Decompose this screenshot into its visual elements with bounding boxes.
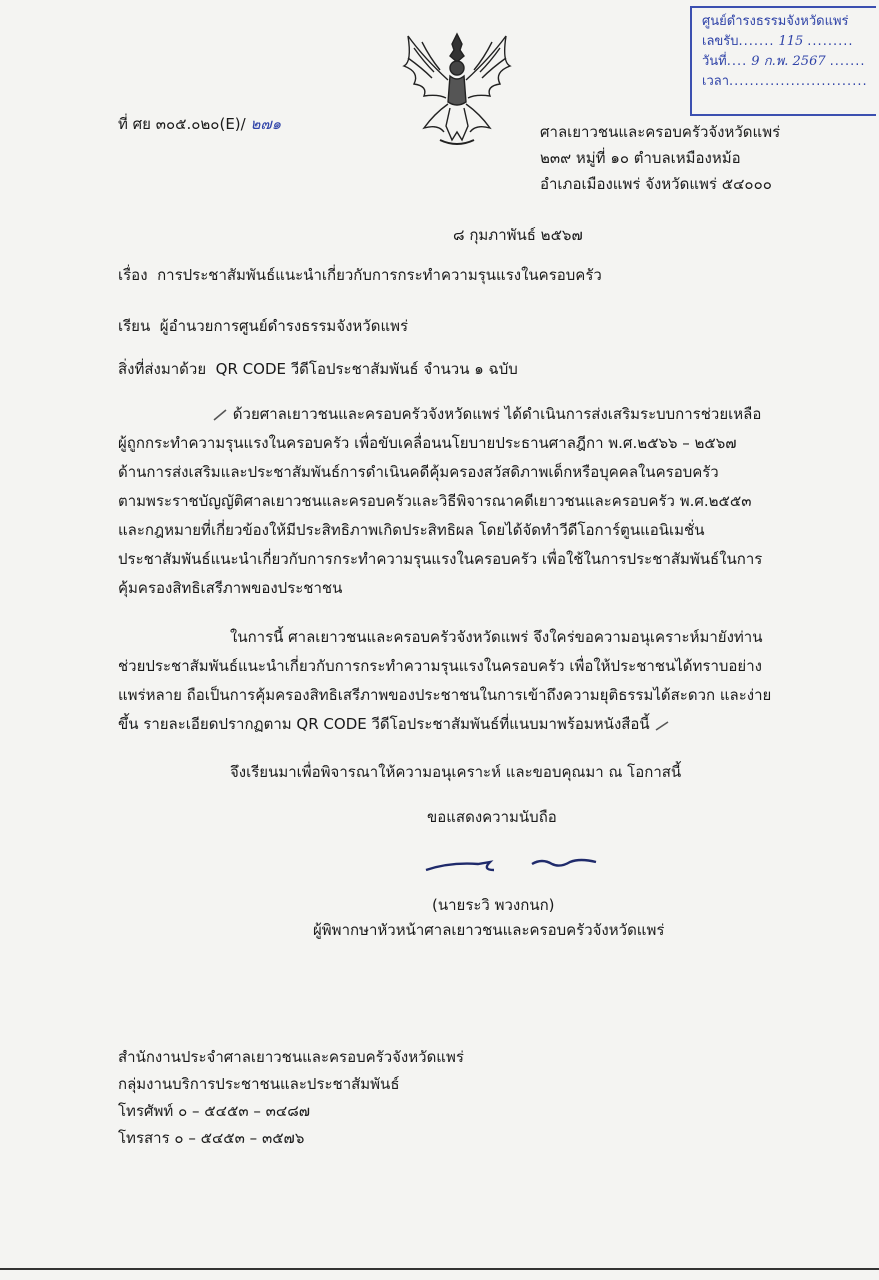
closing-sentence: จึงเรียนมาเพื่อพิจารณาให้ความอนุเคราะห์ และขอบคุณมา ณ โอกาสนี้ bbox=[230, 763, 682, 781]
paragraph-1-line-6: ประชาสัมพันธ์แนะนำเกี่ยวกับการกระทำความรุนแรงในครอบครัว เพื่อใช้ในการประชาสัมพันธ์ในการ bbox=[118, 550, 763, 568]
signer-title: ผู้พิพากษาหัวหน้าศาลเยาวชนและครอบครัวจังหวัดแพร่ bbox=[313, 921, 665, 939]
reference-number-print: ที่ ศย ๓๐๕.๐๒๐(E)/ bbox=[118, 115, 251, 133]
footer-fax: โทรสาร ๐ – ๕๔๕๓ – ๓๕๗๖ bbox=[118, 1129, 305, 1147]
reference-number-handwritten: ๒๗๑ bbox=[250, 115, 282, 133]
subject-text: การประชาสัมพันธ์แนะนำเกี่ยวกับการกระทำความรุนแรงในครอบครัว bbox=[157, 266, 602, 284]
paragraph-2-line-2: ช่วยประชาสัมพันธ์แนะนำเกี่ยวกับการกระทำความรุนแรงในครอบครัว เพื่อให้ประชาชนได้ทราบอย่าง bbox=[118, 657, 762, 675]
stamp-recv-value: 115 bbox=[778, 34, 804, 49]
paragraph-2-line-3: แพร่หลาย ถือเป็นการคุ้มครองสิทธิเสรีภาพของประชาชนในการเข้าถึงความยุติธรรมได้สะดวก และง่าย bbox=[118, 686, 772, 704]
receiving-stamp bbox=[690, 6, 876, 116]
check-mark-icon bbox=[654, 718, 670, 732]
sender-address-line1: ศาลเยาวชนและครอบครัวจังหวัดแพร่ bbox=[540, 123, 781, 141]
check-mark-icon bbox=[212, 408, 228, 422]
footer-group: กลุ่มงานบริการประชาชนและประชาสัมพันธ์ bbox=[118, 1075, 400, 1093]
paragraph-1-line-2: ผู้ถูกกระทำความรุนแรงในครอบครัว เพื่อขับเคลื่อนนโยบายประธานศาลฎีกา พ.ศ.๒๕๖๖ – ๒๕๖๗ bbox=[118, 434, 737, 452]
paragraph-2-line-1: ในการนี้ ศาลเยาวชนและครอบครัวจังหวัดแพร่ จึงใคร่ขอความอนุเคราะห์มายังท่าน bbox=[230, 628, 763, 646]
stamp-date-value: 9 ก.พ. 2567 bbox=[751, 54, 826, 69]
regards: ขอแสดงความนับถือ bbox=[427, 808, 557, 826]
footer-office: สำนักงานประจำศาลเยาวชนและครอบครัวจังหวัดแพร่ bbox=[118, 1048, 464, 1066]
paragraph-2-line-4: ขึ้น รายละเอียดปรากฏตาม QR CODE วีดีโอประชาสัมพันธ์ที่แนบมาพร้อมหนังสือนี้ bbox=[118, 715, 650, 733]
stamp-date-row: วันที่.... 9 ก.พ. 2567 ....... bbox=[702, 54, 866, 69]
signature-icon bbox=[420, 852, 600, 880]
paragraph-1-line-5: และกฎหมายที่เกี่ยวข้องให้มีประสิทธิภาพเกิดประสิทธิผล โดยได้จัดทำวีดีโอการ์ตูนแอนิเมชั่น bbox=[118, 521, 705, 539]
paragraph-1-line-4: ตามพระราชบัญญัติศาลเยาวชนและครอบครัวและวิธีพิจารณาคดีเยาวชนและครอบครัว พ.ศ.๒๕๕๓ bbox=[118, 492, 752, 510]
attachment-label: สิ่งที่ส่งมาด้วย bbox=[118, 360, 207, 378]
paragraph-1-line-3: ด้านการส่งเสริมและประชาสัมพันธ์การดำเนินคดีคุ้มครองสวัสดิภาพเด็กหรือบุคคลในครอบครัว bbox=[118, 463, 719, 481]
recipient-text: ผู้อำนวยการศูนย์ดำรงธรรมจังหวัดแพร่ bbox=[159, 317, 409, 335]
garuda-emblem-icon bbox=[394, 28, 520, 150]
paragraph-2 bbox=[118, 623, 808, 739]
reference-number bbox=[118, 112, 281, 136]
stamp-title: ศูนย์ดำรงธรรมจังหวัดแพร่ bbox=[702, 14, 849, 29]
sender-address-line3: อำเภอเมืองแพร่ จังหวัดแพร่ ๕๔๐๐๐ bbox=[540, 175, 772, 193]
footer-phone: โทรศัพท์ ๐ – ๕๔๕๓ – ๓๔๘๗ bbox=[118, 1102, 311, 1120]
stamp-recv-label: เลขรับ bbox=[702, 34, 739, 49]
scan-edge-line bbox=[0, 1268, 879, 1270]
sender-address-line2: ๒๓๙ หมู่ที่ ๑๐ ตำบลเหมืองหม้อ bbox=[540, 149, 741, 167]
attachment-line bbox=[118, 357, 518, 381]
stamp-time-row: เวลา........................... bbox=[702, 74, 868, 89]
paragraph-1 bbox=[118, 400, 808, 603]
signer-name: (นายระวิ พวงกนก) bbox=[432, 896, 555, 914]
letter-date: ๘ กุมภาพันธ์ ๒๕๖๗ bbox=[453, 226, 583, 244]
subject-label: เรื่อง bbox=[118, 266, 148, 284]
recipient-line bbox=[118, 314, 408, 338]
stamp-recv-row: เลขรับ....... 115 ......... bbox=[702, 34, 854, 49]
stamp-time-label: เวลา bbox=[702, 74, 730, 89]
paragraph-1-line-7: คุ้มครองสิทธิเสรีภาพของประชาชน bbox=[118, 579, 343, 597]
recipient-label: เรียน bbox=[118, 317, 151, 335]
subject-line bbox=[118, 263, 602, 287]
paragraph-1-line-1: ด้วยศาลเยาวชนและครอบครัวจังหวัดแพร่ ได้ดำเนินการส่งเสริมระบบการช่วยเหลือ bbox=[232, 405, 762, 423]
attachment-text: QR CODE วีดีโอประชาสัมพันธ์ จำนวน ๑ ฉบับ bbox=[215, 360, 518, 378]
stamp-date-label: วันที่ bbox=[702, 54, 727, 69]
